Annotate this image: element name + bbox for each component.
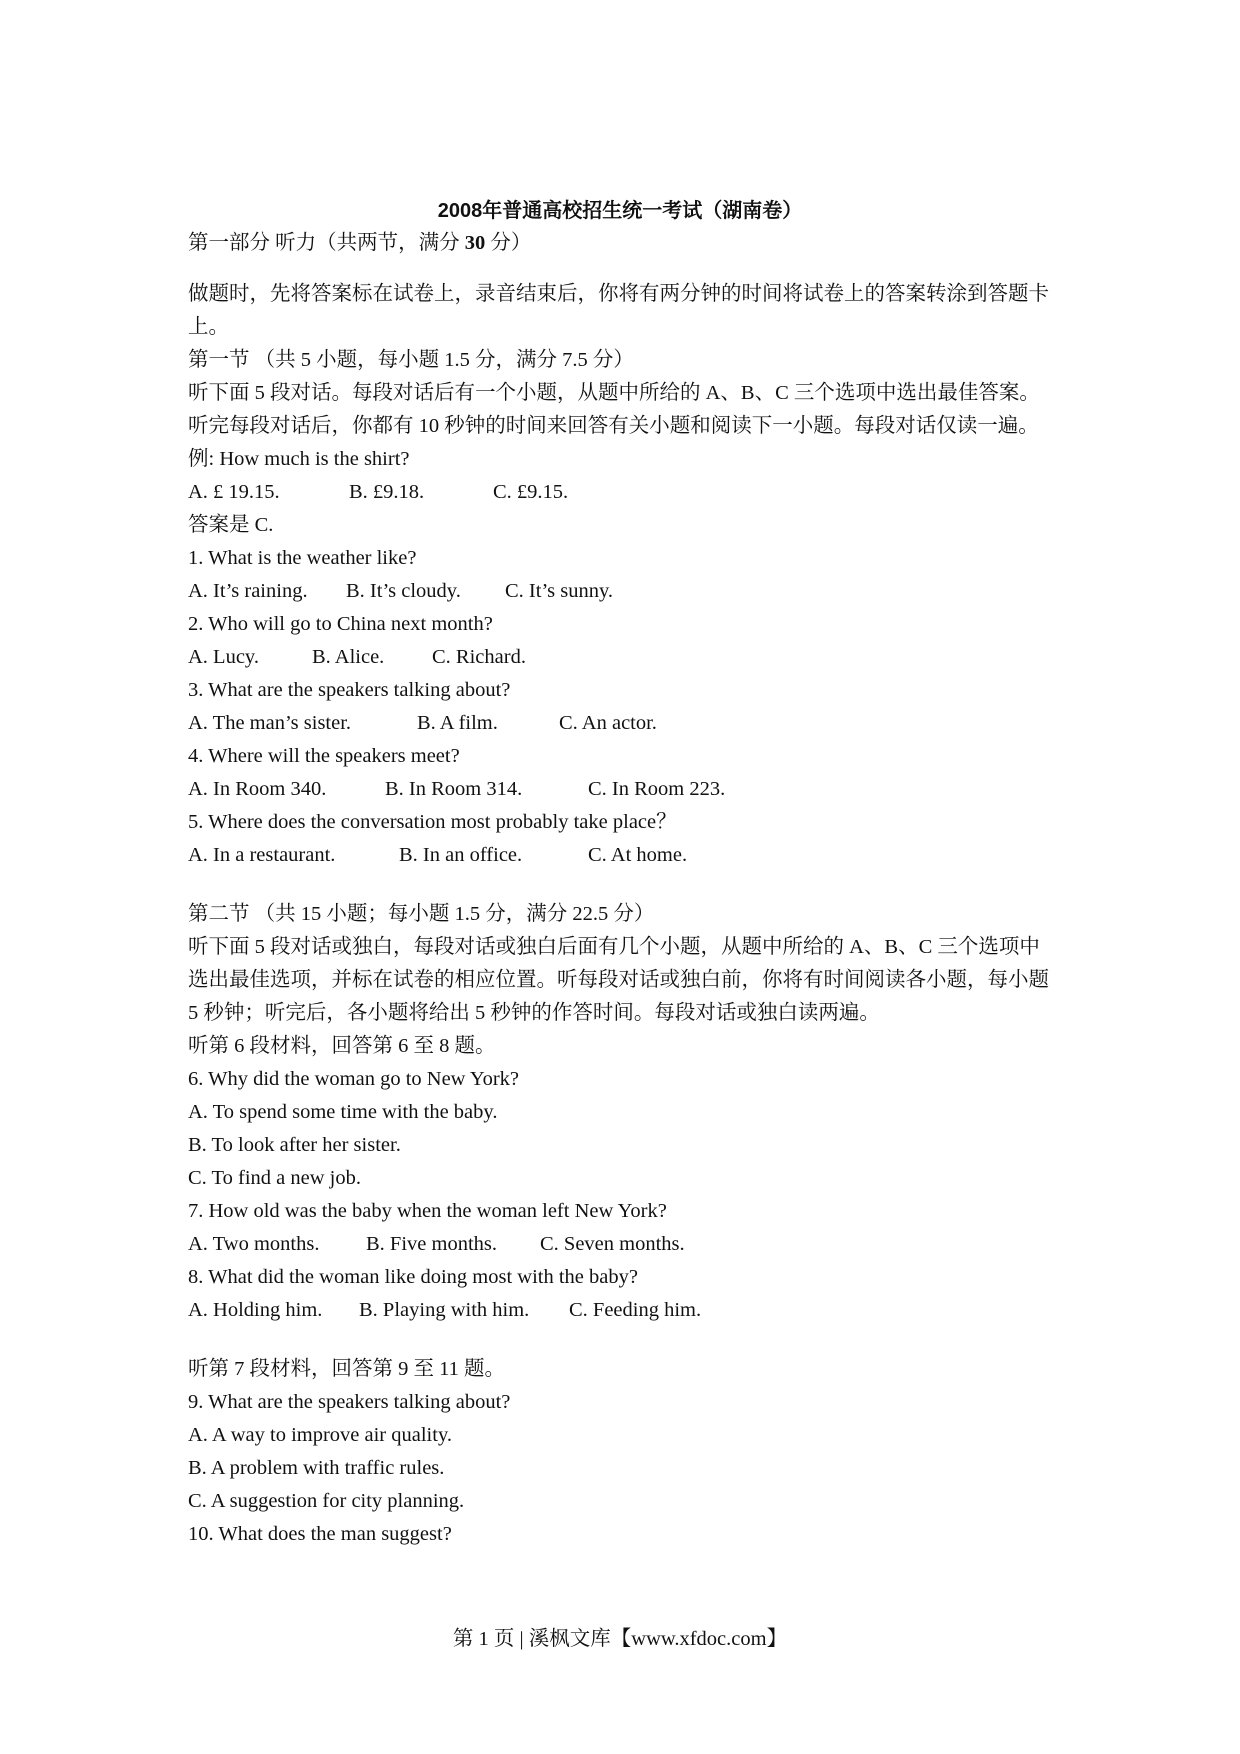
q5-option-a: A. In a restaurant.: [188, 844, 336, 866]
q1-option-b: B. It’s cloudy.: [346, 580, 461, 602]
q7-option-b: B. Five months.: [366, 1233, 497, 1255]
q2-option-c: C. Richard.: [432, 646, 526, 668]
q9-option-c: C. A suggestion for city planning.: [188, 1490, 465, 1512]
question-5-options: [188, 839, 1058, 872]
question-7-options: [188, 1228, 1058, 1261]
question-4: 4. Where will the speakers meet?: [188, 745, 460, 767]
q8-option-b: B. Playing with him.: [359, 1299, 530, 1321]
question-5: 5. Where does the conversation most probably take place？: [188, 811, 677, 833]
q3-option-c: C. An actor.: [559, 712, 657, 734]
material-6-intro: 听第 6 段材料，回答第 6 至 8 题。: [188, 1035, 496, 1057]
q4-option-c: C. In Room 223.: [588, 778, 726, 800]
q2-option-a: A. Lucy.: [188, 646, 259, 668]
q2-option-b: B. Alice.: [312, 646, 385, 668]
part1-heading-score: 30: [464, 232, 486, 254]
part1-intro: 做题时，先将答案标在试卷上，录音结束后，你将有两分钟的时间将试卷上的答案转涂到答题卡上。: [188, 283, 1049, 338]
page-content: [188, 228, 1058, 1551]
q5-option-c: C. At home.: [588, 844, 688, 866]
question-2-options: [188, 641, 1058, 674]
question-10: 10. What does the man suggest?: [188, 1523, 452, 1545]
example-option-a: A. £ 19.15.: [188, 481, 280, 503]
q6-option-a: A. To spend some time with the baby.: [188, 1101, 498, 1123]
section1-instruction: 听下面 5 段对话。每段对话后有一个小题，从题中所给的 A、B、C 三个选项中选出最佳答案。听完每段对话后，你都有 10 秒钟的时间来回答有关小题和阅读下一小题。每段对话仅读一遍。: [188, 382, 1040, 437]
q3-option-b: B. A film.: [417, 712, 498, 734]
q8-option-c: C. Feeding him.: [569, 1299, 702, 1321]
q9-option-a: A. A way to improve air quality.: [188, 1424, 452, 1446]
q7-option-a: A. Two months.: [188, 1233, 320, 1255]
q3-option-a: A. The man’s sister.: [188, 712, 352, 734]
part1-heading: [188, 228, 1058, 278]
question-2: 2. Who will go to China next month?: [188, 613, 493, 635]
material-7-intro: 听第 7 段材料，回答第 9 至 11 题。: [188, 1358, 505, 1380]
question-4-options: [188, 773, 1058, 806]
q1-option-c: C. It’s sunny.: [505, 580, 614, 602]
q8-option-a: A. Holding him.: [188, 1299, 323, 1321]
part1-heading-pre: 第一部分 听力（共两节，满分: [188, 232, 465, 254]
example-option-c: C. £9.15.: [493, 481, 569, 503]
q1-option-a: A. It’s raining.: [188, 580, 308, 602]
q6-option-c: C. To find a new job.: [188, 1167, 361, 1189]
section1-heading: 第一节 （共 5 小题，每小题 1.5 分，满分 7.5 分）: [188, 349, 634, 371]
q9-option-b: B. A problem with traffic rules.: [188, 1457, 445, 1479]
question-3-options: [188, 707, 1058, 740]
question-1: 1. What is the weather like?: [188, 547, 417, 569]
section2-heading: 第二节 （共 15 小题；每小题 1.5 分，满分 22.5 分）: [188, 903, 655, 925]
question-1-options: [188, 575, 1058, 608]
q5-option-b: B. In an office.: [399, 844, 523, 866]
question-7: 7. How old was the baby when the woman left New York?: [188, 1200, 667, 1222]
q4-option-a: A. In Room 340.: [188, 778, 327, 800]
section2-instruction: 听下面 5 段对话或独白，每段对话或独白后面有几个小题，从题中所给的 A、B、C 三个选项中选出最佳选项，并标在试卷的相应位置。听每段对话或独白前，你将有时间阅读各小题，每小题 5 秒钟；听完后，各小题将给出 5 秒钟的作答时间。每段对话或独白读两遍。: [188, 936, 1049, 1024]
q4-option-b: B. In Room 314.: [385, 778, 523, 800]
example-options: [188, 476, 1058, 509]
example-option-b: B. £9.18.: [349, 481, 425, 503]
question-8-options: [188, 1294, 1058, 1327]
example-answer: 答案是 C.: [188, 514, 274, 536]
question-9: 9. What are the speakers talking about?: [188, 1391, 511, 1413]
example-question: 例: How much is the shirt?: [188, 448, 410, 470]
q7-option-c: C. Seven months.: [540, 1233, 685, 1255]
question-8: 8. What did the woman like doing most with the baby?: [188, 1266, 638, 1288]
page-footer: 第 1 页 | 溪枫文库【www.xfdoc.com】: [452, 1628, 788, 1650]
question-3: 3. What are the speakers talking about?: [188, 679, 511, 701]
q6-option-b: B. To look after her sister.: [188, 1134, 401, 1156]
page-title: 2008年普通高校招生统一考试（湖南卷）: [437, 200, 803, 222]
question-6: 6. Why did the woman go to New York?: [188, 1068, 520, 1090]
part1-heading-post: 分）: [485, 232, 532, 254]
